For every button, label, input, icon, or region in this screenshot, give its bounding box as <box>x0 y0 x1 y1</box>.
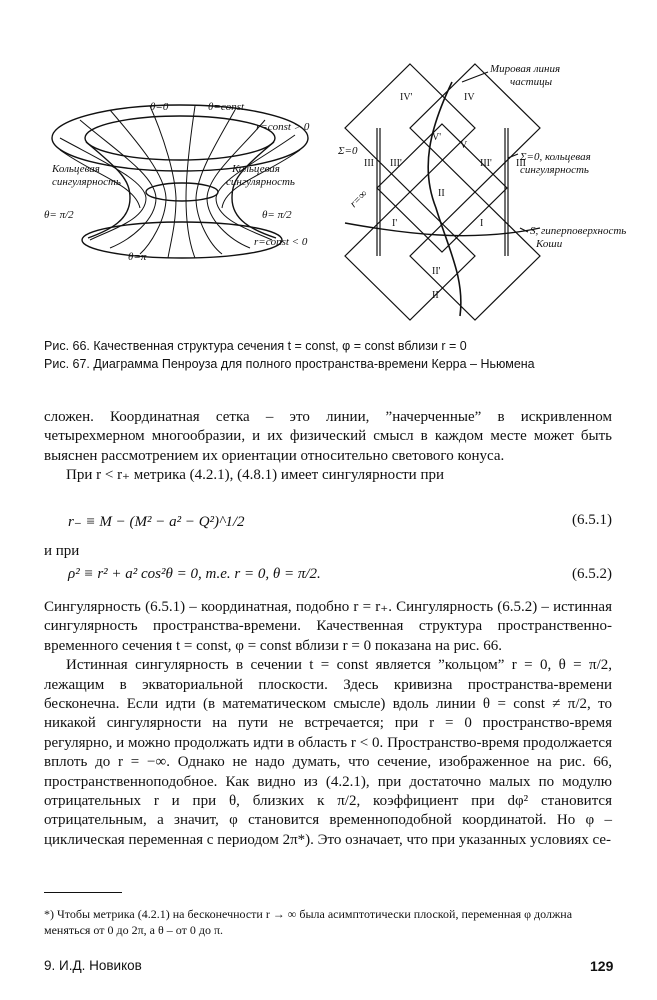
caption-fig67: Рис. 67. Диаграмма Пенроуза для полного пространства-времени Керра – Ньюмена <box>44 357 535 371</box>
region-iii: III <box>364 158 374 169</box>
body-p2: При r < r₊ метрика (4.2.1), (4.8.1) имеет сингулярности при <box>66 467 445 484</box>
footer-author: 9. И.Д. Новиков <box>44 958 142 973</box>
region-i: I <box>480 218 484 229</box>
label-theta-pi2-right: θ= π/2 <box>262 209 292 221</box>
equation-2-formula: ρ² ≡ r² + a² cos²θ = 0, т.е. r = 0, θ = π/2. <box>68 566 321 582</box>
equation-1-formula: r₋ ≡ M − (M² − a² − Q²)^1/2 <box>68 514 245 530</box>
region-iii-right: III <box>516 158 526 169</box>
body-p1: сложен. Координатная сетка – это линии, ”начерченные” в искривленном четырехмерном многообразии, и их физический смысл в каждом месте может быть выяснен рассмотрением их ориентации относительно светового конуса. <box>44 409 612 464</box>
region-iii-prime-left: III' <box>390 158 402 169</box>
paragraph-3 <box>44 542 612 561</box>
region-iv: IV <box>464 92 475 103</box>
region-iv-prime: IV' <box>400 92 413 103</box>
region-ii-lower: II <box>432 290 439 301</box>
equation-2-number: (6.5.2) <box>572 566 612 582</box>
region-ii: II <box>438 188 445 199</box>
label-world-line: Мировая линия частицы <box>490 63 561 88</box>
figure-66 <box>0 80 330 270</box>
body-p3: и при <box>44 543 80 559</box>
region-ii-prime: II' <box>432 266 441 277</box>
label-ring-left: Кольцевая сингулярность <box>52 163 121 188</box>
label-theta-pi2-left: θ= π/2 <box>44 209 74 221</box>
figure-67 <box>340 58 640 320</box>
region-iii-prime-right: III' <box>480 158 492 169</box>
label-sigma-right: Σ=0, кольцевая сингулярность <box>520 151 591 176</box>
paragraph-1 <box>44 408 612 486</box>
page-number: 129 <box>590 958 614 974</box>
label-r-const-pos: r=const > 0 <box>256 121 310 133</box>
body-p5: Истинная сингулярность в сечении t = const является ”кольцом” r = 0, θ = π/2, лежащим в экваториальной плоскости. Здесь кривизна пространства-времени бесконечна. Если идти (в математическом смысле) вдоль линии θ = const ≠ π/2, то никакой сингулярности на пути не встречается; при r = 0 пространство-время регулярно, и можно продолжать идти в область r < 0. Пространство-время продолжается вплоть до r = −∞. Однако не надо думать, что сечение, изображенное на рис. 66, пространственноподобное. Как видно из (4.2.1), при достаточно малых по модулю отрицательных r и при θ, близких к π/2, коэффициент при dφ² становится отрицательным, а значит, φ становится временноподобной координатой. Но φ – циклическая переменная с периодом 2π*). Это означает, что при указанных условиях се- <box>44 657 612 848</box>
caption-fig66: Рис. 66. Качественная структура сечения t = const, φ = const вблизи r = 0 <box>44 339 467 353</box>
label-sigma-left: Σ=0 <box>338 145 358 157</box>
equation-2 <box>44 566 612 588</box>
region-v-prime: V' <box>432 132 442 143</box>
label-theta-const: θ=const <box>208 101 245 113</box>
label-ring-right: Кольцевая сингулярность <box>226 163 295 188</box>
region-v: V <box>460 140 468 151</box>
equation-1-number: (6.5.1) <box>572 512 612 528</box>
label-r-const-neg: r=const < 0 <box>254 236 308 248</box>
label-r-inf: r=∞ <box>347 187 370 211</box>
label-theta-pi: θ=π <box>128 251 147 263</box>
footnote-rule <box>44 892 122 893</box>
paragraph-4-5 <box>44 598 612 850</box>
label-theta0: θ=0 <box>150 101 169 113</box>
footnote: *) Чтобы метрика (4.2.1) на бесконечности r → ∞ была асимптотически плоской, переменная φ должна меняться от 0 до 2π, а θ – от 0 до π. <box>44 907 573 937</box>
body-p4: Сингулярность (6.5.1) – координатная, подобно r = r₊. Сингулярность (6.5.2) – истинная сингулярность пространства-времени. Качественная структура пространственно-временного сечения t = const, φ = const вблизи r = 0 показана на рис. 66. <box>44 599 612 654</box>
equation-1 <box>44 512 612 534</box>
region-i-prime: I' <box>392 218 398 229</box>
label-cauchy: S, гиперповерхность Коши <box>530 225 627 250</box>
